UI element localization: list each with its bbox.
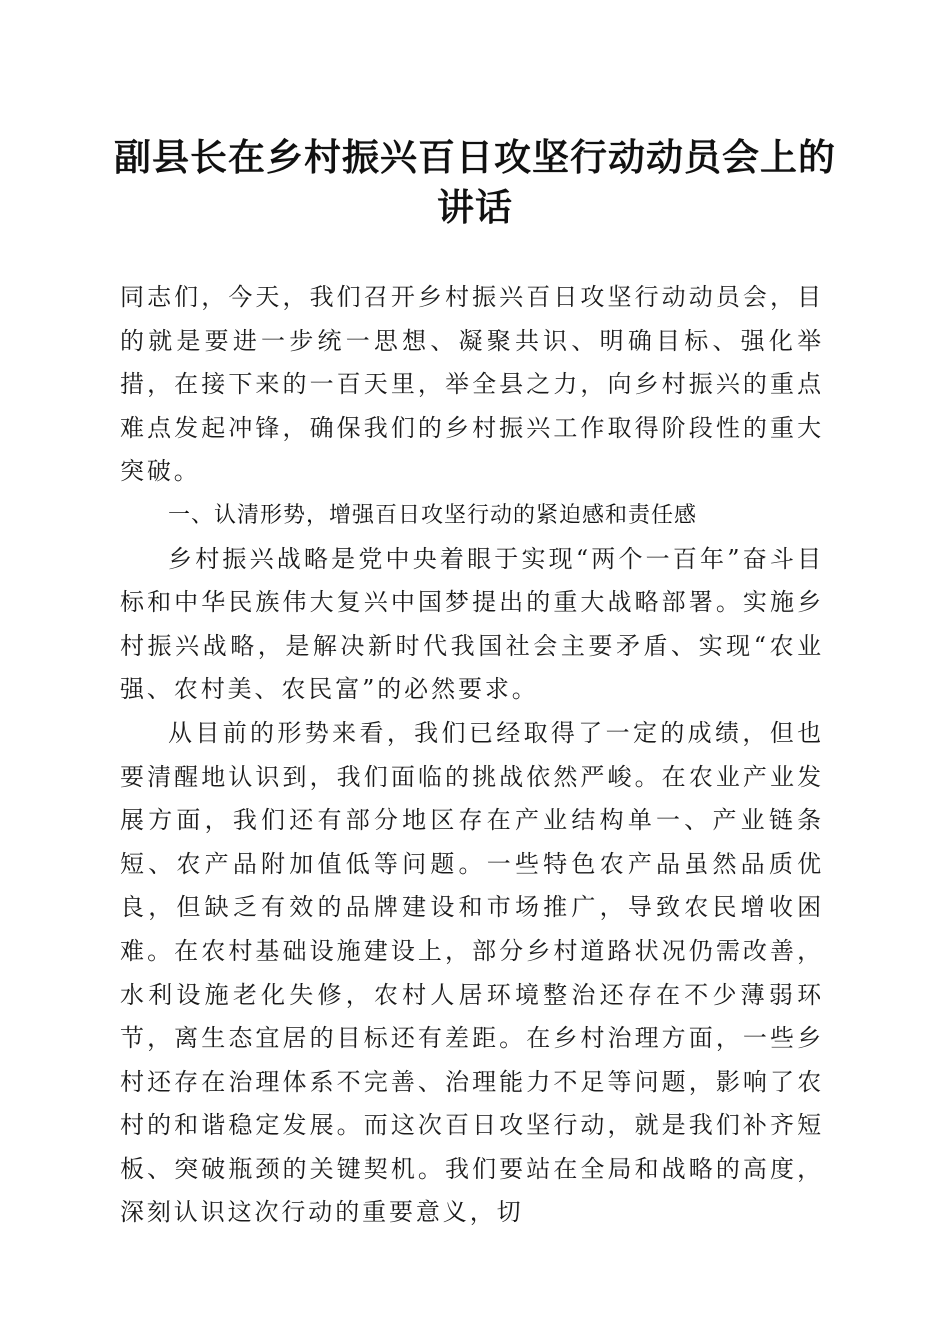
section-heading: 一、认清形势，增强百日攻坚行动的紧迫感和责任感: [168, 502, 698, 528]
body-paragraph: 乡村振兴战略是党中央着眼于实现“两个一百年”奋斗目标和中华民族伟大复兴中国梦提出的重大战略部署。实施乡村振兴战略，是解决新时代我国社会主要矛盾、实现“农业强、农村美、农民富”的必然要求。: [120, 544, 824, 704]
document-body: [120, 276, 824, 1235]
document-title: 副县长在乡村振兴百日攻坚行动动员会上的讲话: [114, 135, 836, 229]
opening-paragraph: 同志们，今天，我们召开乡村振兴百日攻坚行动动员会，目的就是要进一步统一思想、凝聚共识、明确目标、强化举措，在接下来的一百天里，举全县之力，向乡村振兴的重点难点发起冲锋，确保我们的乡村振兴工作取得阶段性的重大突破。: [120, 283, 824, 486]
body-paragraph: 从目前的形势来看，我们已经取得了一定的成绩，但也要清醒地认识到，我们面临的挑战依然严峻。在农业产业发展方面，我们还有部分地区存在产业结构单一、产业链条短、农产品附加值低等问题。一些特色农产品虽然品质优良，但缺乏有效的品牌建设和市场推广，导致农民增收困难。在农村基础设施建设上，部分乡村道路状况仍需改善，水利设施老化失修，农村人居环境整治还存在不少薄弱环节，离生态宜居的目标还有差距。在乡村治理方面，一些乡村还存在治理体系不完善、治理能力不足等问题，影响了农村的和谐稳定发展。而这次百日攻坚行动，就是我们补齐短板、突破瓶颈的关键契机。我们要站在全局和战略的高度，深刻认识这次行动的重要意义，切: [120, 718, 824, 1227]
